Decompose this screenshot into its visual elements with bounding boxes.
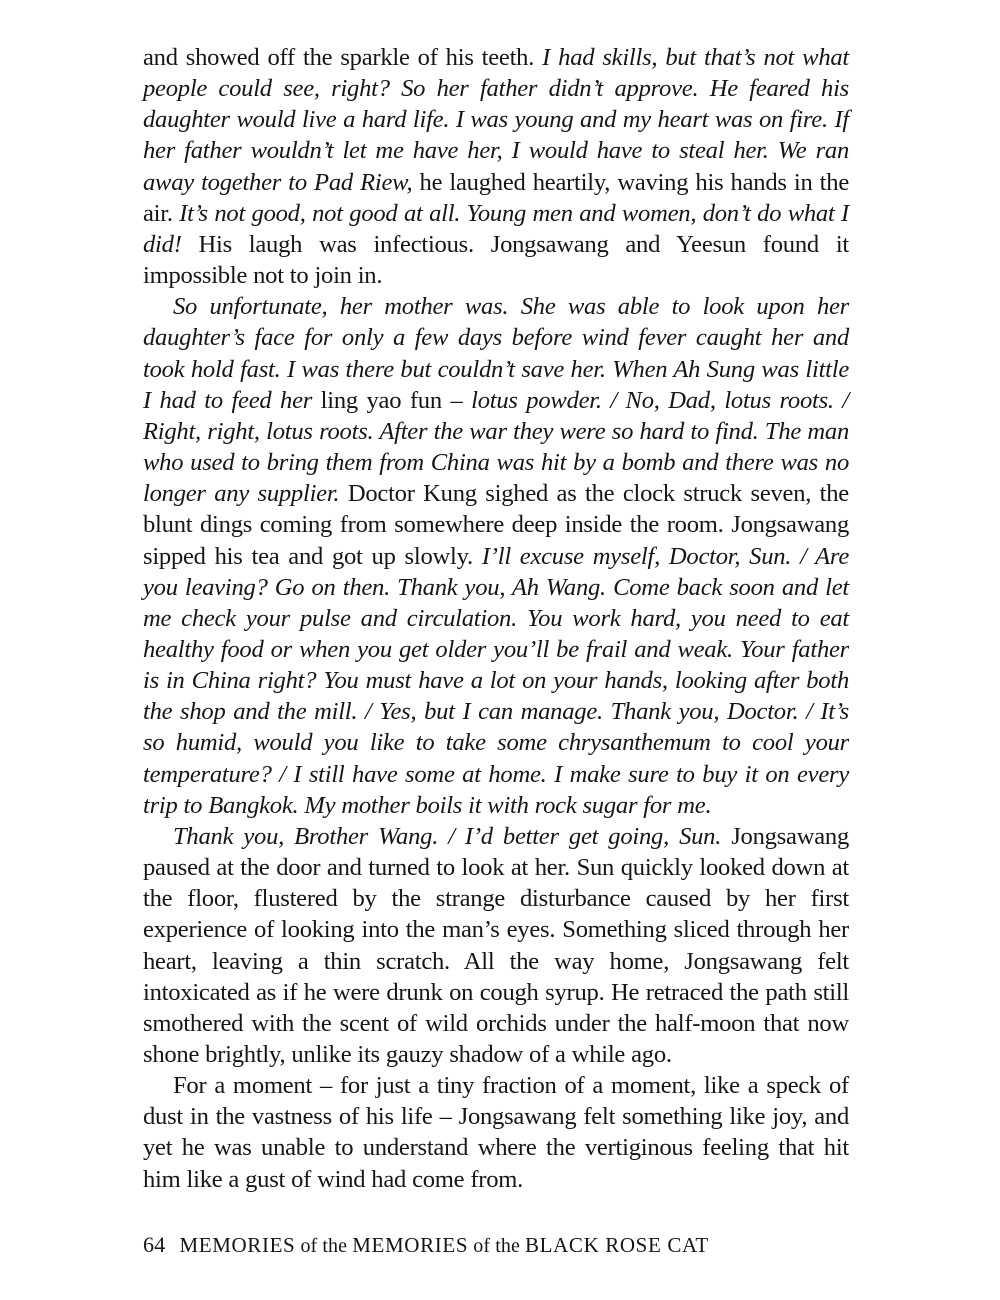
running-head-segment: of the — [295, 1235, 353, 1257]
page-footer — [143, 1232, 849, 1259]
roman-run: he laughed heartily, waving his hands in the air. — [143, 168, 849, 227]
italic-run: I had skills, but that’s not what people could see, right? So her father didn’t approve. He feared his daughter would live a hard life. I was young and my heart was on fire. If her father wouldn’t let me have her, I would have to steal her. We ran away together to Pad Riew, — [143, 44, 850, 196]
italic-run: It’s not good, not good at all. Young men and women, don’t do what I did! — [143, 199, 849, 258]
running-head-segment: BLACK ROSE CAT — [525, 1233, 709, 1257]
body-paragraph — [143, 291, 849, 821]
italic-run: So unfortunate, her mother was. She was able to look upon her daughter’s face for only a few days before wind fever caught her and took hold fast. I was there but couldn’t save her. When Ah Sung was little I had to feed her — [143, 293, 849, 414]
italic-run: Thank you, Brother Wang. / I’d better get going, Sun. — [173, 822, 722, 850]
running-head-segment: MEMORIES — [179, 1233, 296, 1257]
roman-run: ling yao fun — [320, 386, 442, 414]
page-number: 64 — [143, 1232, 166, 1257]
body-paragraph — [143, 42, 849, 291]
roman-run: and showed off the sparkle of his teeth. — [143, 44, 543, 71]
roman-run: His laugh was infectious. Jongsawang and Yeesun found it impossible not to join in. — [143, 230, 849, 290]
running-head-segment: of the — [468, 1235, 526, 1257]
italic-run: – lotus powder. / No, Dad, lotus roots. / Right, right, lotus roots. After the war they were so hard to find. The man who used to bring them from China was hit by a bomb and there was no longer any supplier. — [143, 386, 849, 508]
roman-run: Doctor Kung sighed as the clock struck seven, the blunt dings coming from somewhere deep inside the room. Jongsawang sipped his tea and got up slowly. — [143, 480, 849, 570]
body-paragraph — [143, 821, 849, 1070]
running-head-segment: MEMORIES — [352, 1233, 469, 1257]
italic-run: I’ll excuse myself, Doctor, Sun. / Are you leaving? Go on then. Thank you, Ah Wang. Come back soon and let me check your pulse and circulation. You work hard, you need to eat healthy food or when you get older you’ll be frail and weak. Your father is in China right? You must have a lot on your hands, looking after both the shop and the mill. / Yes, but I can manage. Thank you, Doctor. / It’s so humid, would you like to take some chrysanthemum to cool your temperature? / I still have some at home. I make sure to buy it on every trip to Bangkok. My mother boils it with rock sugar for me. — [143, 542, 849, 819]
body-text-block — [143, 42, 849, 1195]
roman-run: For a moment – for just a tiny fraction of a moment, like a speck of dust in the vastness of his life – Jongsawang felt something like joy, and yet he was unable to understand where the vertiginous feeling that hit him like a gust of wind had come from. — [143, 1072, 849, 1193]
roman-run: Jongsawang paused at the door and turned to look at her. Sun quickly looked down at the floor, flustered by the strange disturbance caused by her first experience of looking into the man’s eyes. Something sliced through her heart, leaving a thin scratch. All the way home, Jongsawang felt intoxicated as if he were drunk on cough syrup. He retraced the path still smothered with the scent of wild orchids under the half-moon that now shone brightly, unlike its gauzy shadow of a while ago. — [143, 822, 849, 1068]
running-head — [179, 1233, 708, 1257]
body-paragraph — [143, 1070, 849, 1195]
